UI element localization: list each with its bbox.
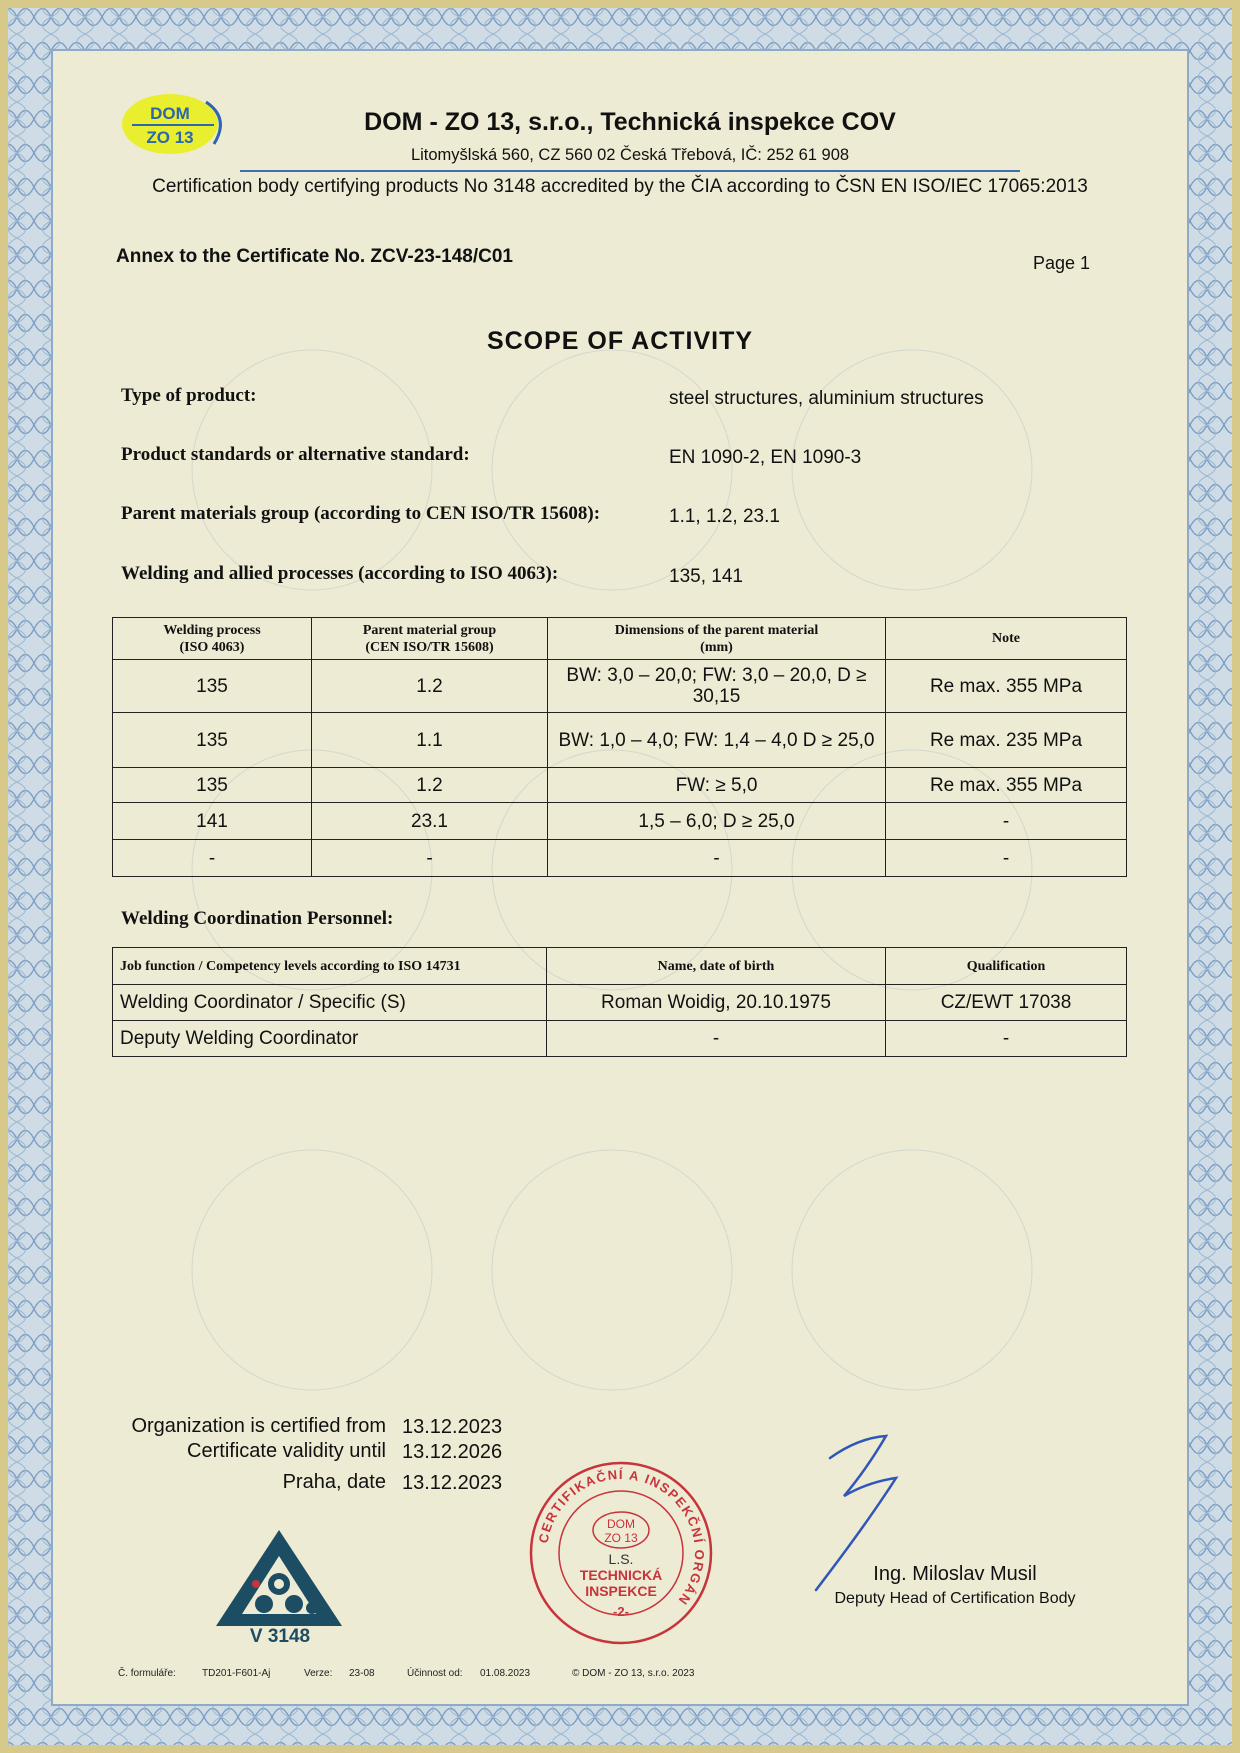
field-value-product-standards: EN 1090-2, EN 1090-3 xyxy=(669,447,862,468)
official-stamp xyxy=(528,1460,714,1646)
svg-text:DOM: DOM xyxy=(150,104,190,123)
footer-version-label: Verze: xyxy=(304,1668,333,1679)
issuer-address: Litomyšlská 560, CZ 560 02 Česká Třebová, IČ: 252 61 908 xyxy=(410,146,850,164)
cia-code: V 3148 xyxy=(249,1626,311,1647)
place-date-label: Praha, date xyxy=(282,1471,386,1493)
table-header-row xyxy=(113,618,1127,660)
table-cell: Re max. 235 MPa xyxy=(886,713,1127,768)
footer-version-value: 23-08 xyxy=(349,1668,375,1679)
table-row xyxy=(113,713,1127,768)
table-cell: - xyxy=(886,1021,1127,1057)
certified-from-date: 13.12.2023 xyxy=(402,1416,503,1438)
table-cell: 135 xyxy=(113,660,312,713)
column-header: Name, date of birth xyxy=(547,948,886,985)
column-header: Job function / Competency levels according to ISO 14731 xyxy=(113,948,547,985)
accreditation-statement: Certification body certifying products No 3148 accredited by the ČIA according to ČSN EN ISO/IEC 17065:2013 xyxy=(152,176,1088,197)
table-cell: - xyxy=(113,840,312,877)
field-value-welding-processes: 135, 141 xyxy=(669,566,743,587)
table-cell: - xyxy=(886,840,1127,877)
table-row xyxy=(113,768,1127,803)
field-label-product-standards: Product standards or alternative standard: xyxy=(121,444,470,465)
table-cell: 141 xyxy=(113,803,312,840)
column-header: Dimensions of the parent material (mm) xyxy=(548,618,886,660)
validity-label: Certificate validity until xyxy=(187,1440,386,1462)
table-cell: 135 xyxy=(113,768,312,803)
table-cell: Re max. 355 MPa xyxy=(886,768,1127,803)
table-cell: Deputy Welding Coordinator xyxy=(113,1021,547,1057)
personnel-heading: Welding Coordination Personnel: xyxy=(121,908,394,929)
svg-text:DOM: DOM xyxy=(607,1517,635,1531)
svg-text:-2-: -2- xyxy=(613,1604,629,1619)
table-cell: 1.2 xyxy=(312,660,548,713)
issue-date: 13.12.2023 xyxy=(402,1472,503,1494)
table-cell: - xyxy=(886,803,1127,840)
validity-date: 13.12.2026 xyxy=(402,1441,503,1463)
svg-text:TECHNICKÁ: TECHNICKÁ xyxy=(579,1567,663,1583)
field-value-product-type: steel structures, aluminium structures xyxy=(669,388,984,409)
svg-text:ZO 13: ZO 13 xyxy=(604,1531,638,1545)
field-label-welding-processes: Welding and allied processes (according to ISO 4063): xyxy=(121,563,559,584)
svg-text:ZO 13: ZO 13 xyxy=(146,128,194,147)
table-cell: 135 xyxy=(113,713,312,768)
table-cell: CZ/EWT 17038 xyxy=(886,985,1127,1021)
table-row xyxy=(113,660,1127,713)
column-header: Parent material group (CEN ISO/TR 15608) xyxy=(312,618,548,660)
dom-zo13-logo xyxy=(118,88,236,158)
certified-from-label: Organization is certified from xyxy=(131,1415,386,1437)
table-row xyxy=(113,985,1127,1021)
table-cell: Roman Woidig, 20.10.1975 xyxy=(547,985,886,1021)
personnel-table xyxy=(112,947,1127,1057)
footer-effective-value: 01.08.2023 xyxy=(480,1668,531,1679)
table-cell: Welding Coordinator / Specific (S) xyxy=(113,985,547,1021)
svg-text:INSPEKCE: INSPEKCE xyxy=(585,1583,657,1599)
welding-process-table xyxy=(112,617,1127,877)
table-row xyxy=(113,803,1127,840)
table-row xyxy=(113,840,1127,877)
column-header: Note xyxy=(886,618,1127,660)
signatory-name: Ing. Miloslav Musil xyxy=(873,1563,1037,1585)
issuer-title: DOM - ZO 13, s.r.o., Technická inspekce COV xyxy=(364,108,896,136)
footer-form-value: TD201-F601-Aj xyxy=(202,1668,271,1679)
table-cell: 1,5 – 6,0; D ≥ 25,0 xyxy=(548,803,886,840)
table-cell: FW: ≥ 5,0 xyxy=(548,768,886,803)
header-rule xyxy=(240,170,1020,172)
footer-form-label: Č. formuláře: xyxy=(118,1668,176,1679)
table-cell: BW: 1,0 – 4,0; FW: 1,4 – 4,0 D ≥ 25,0 xyxy=(548,713,886,768)
table-cell: - xyxy=(548,840,886,877)
table-cell: BW: 3,0 – 20,0; FW: 3,0 – 20,0, D ≥ 30,15 xyxy=(548,660,886,713)
table-cell: Re max. 355 MPa xyxy=(886,660,1127,713)
field-label-parent-materials: Parent materials group (according to CEN ISO/TR 15608): xyxy=(121,503,601,524)
signatory-role: Deputy Head of Certification Body xyxy=(834,1590,1076,1607)
svg-text:L.S.: L.S. xyxy=(608,1551,634,1567)
table-cell: 1.2 xyxy=(312,768,548,803)
footer-effective-label: Účinnost od: xyxy=(407,1668,463,1679)
page-number: Page 1 xyxy=(1033,253,1091,273)
footer-copyright: © DOM - ZO 13, s.r.o. 2023 xyxy=(572,1668,695,1679)
table-cell: 23.1 xyxy=(312,803,548,840)
scope-title: SCOPE OF ACTIVITY xyxy=(486,327,754,355)
field-value-parent-materials: 1.1, 1.2, 23.1 xyxy=(669,506,780,527)
table-header-row xyxy=(113,948,1127,985)
column-header: Qualification xyxy=(886,948,1127,985)
table-cell: 1.1 xyxy=(312,713,548,768)
field-label-product-type: Type of product: xyxy=(121,385,257,406)
table-row xyxy=(113,1021,1127,1057)
table-cell: - xyxy=(312,840,548,877)
column-header: Welding process (ISO 4063) xyxy=(113,618,312,660)
annex-heading: Annex to the Certificate No. ZCV-23-148/C01 xyxy=(116,246,513,267)
svg-text:CERTIFIKAČNÍ A INSPEKČNÍ ORGÁN: CERTIFIKAČNÍ A INSPEKČNÍ ORGÁN xyxy=(535,1466,708,1609)
table-cell: - xyxy=(547,1021,886,1057)
